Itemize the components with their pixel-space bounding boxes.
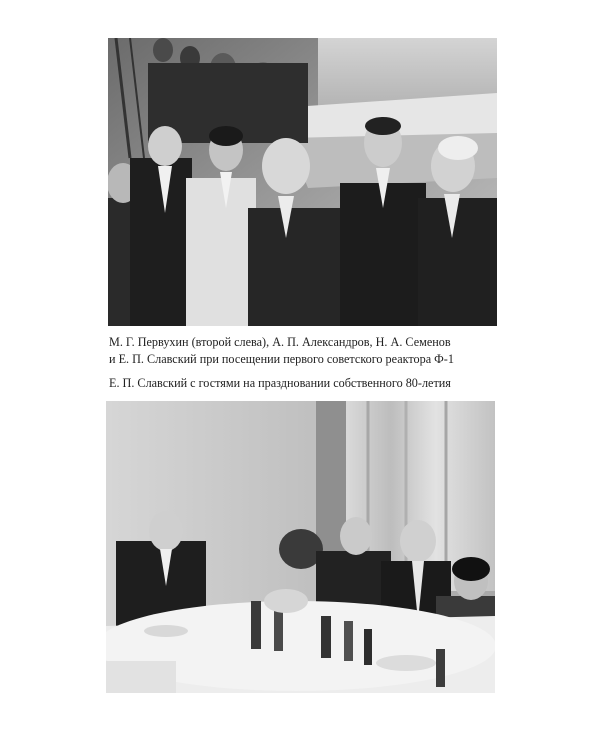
- photo-reactor-visit: [108, 38, 497, 326]
- caption-reactor-visit-line-1: М. Г. Первухин (второй слева), А. П. Александров, Н. А. Семенов: [109, 335, 451, 349]
- caption-reactor-visit: [109, 334, 509, 368]
- caption-anniversary-line-1: Е. П. Славский с гостями на праздновании собственного 80-летия: [109, 376, 451, 390]
- photo-anniversary-banquet-image: [106, 401, 495, 693]
- caption-reactor-visit-line-2: и Е. П. Славский при посещении первого советского реактора Ф-1: [109, 352, 454, 366]
- photo-anniversary-banquet: [106, 401, 495, 693]
- photo-reactor-visit-image: [108, 38, 497, 326]
- caption-anniversary: [109, 375, 509, 392]
